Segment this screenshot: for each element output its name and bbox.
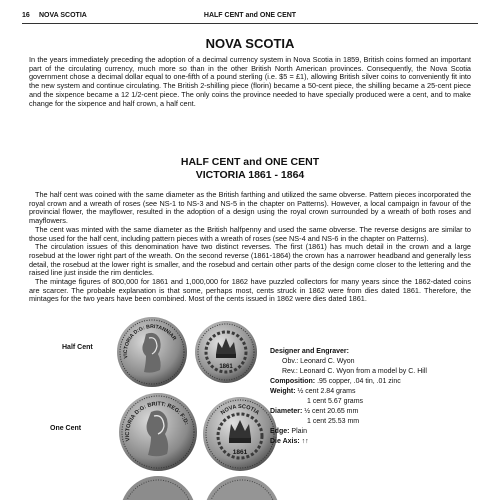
half-cent-label: Half Cent [62,344,93,351]
edge-label: Edge: [270,428,290,435]
diameter-label: Diameter: [270,408,303,415]
one-obverse-legend: VICTORIA D:G: BRITT: REG: F:D: [124,401,190,442]
weight-half-value: ½ cent 2.84 grams [297,388,356,395]
header-rule [22,23,478,24]
diameter-one-value: 1 cent 25.53 mm [307,418,360,425]
next-coins-partial-image [110,474,290,500]
section-body [29,191,471,304]
one-cent-reverse-image [202,396,278,472]
running-header [22,12,478,22]
designer-label: Designer and Engraver: [270,348,349,355]
intro-paragraph: In the years immediately preceding the adoption of a decimal currency system in Nova Scotia in 1859, British coins formed an important part of the circulating currency, much more so than in the other British North American provinces. Consequently, the Nova Scotia government chose a decimal dollar equal to one-fifth of a pound sterling (i.e. $5 = £1), allowing British silver coins to conveniently fit into the new system and continue circulating. The British 2-shilling piece (florin) became a 50-cent piece, the shilling became a 25-cent piece and the sixpence became a 12 1/2-cent piece. The only coins the province needed to have specially produced were a cent, and to make change for the sixpence and half crown, a half cent. [29,55,471,108]
section-subheading: VICTORIA 1861 - 1864 [195,169,305,181]
diameter-half-value: ½ cent 20.65 mm [304,408,359,415]
half-obverse-legend: VICTORIA D:G: BRITANNIAR [122,323,178,359]
obverse-designer: Obv.: Leonard C. Wyon [282,358,355,365]
page-number: 16 [22,12,30,19]
half-reverse-year: 1861 [219,364,233,370]
section-heading: HALF CENT and ONE CENT [180,156,320,168]
one-cent-label: One Cent [50,425,82,432]
paragraph-cent: The cent was minted with the same diameter as the British halfpenny and used the same obverse. The reverse designs are similar to those used for the half cent, including pattern pieces with a wreath of roses (see NS-4 and NS-6 in the chapter on Patterns). [29,224,471,243]
half-cent-reverse-image [194,320,258,384]
header-section: NOVA SCOTIA [39,12,87,19]
paragraph-mintage: The mintage figures of 800,000 for 1861 and 1,000,000 for 1862 have puzzled collectors for many years since the 1862-dated coins are scarcer. The probable explanation is that some, perhaps most, cents struck in 1862 were from dies dated 1861. Therefore, the mintages for the two years have been combined. Most of the cents issued in 1862 were dies dated 1861. [29,277,471,304]
die-axis-label: Die Axis: [270,438,300,445]
weight-label: Weight: [270,388,296,395]
one-cent-obverse-image [118,392,198,472]
half-cent-obverse-image [116,316,188,388]
page-title: NOVA SCOTIA [205,36,295,51]
one-reverse-year: 1861 [232,449,248,456]
composition-label: Composition: [270,378,316,385]
composition-value: .95 copper, .04 tin, .01 zinc [317,378,401,385]
die-axis-value: ↑↑ [301,438,309,445]
paragraph-half-cent: The half cent was coined with the same diameter as the British farthing and utilized the same obverse. Pattern pieces incorporated the royal crown and a wreath of roses (see NS-1 to NS-3 and NS-5 in the chapter on Patterns). However, a local campaign in favour of the provincial flower, the mayflower, resulted in the adoption of a design using the royal crown surrounded by a wreath of both roses and mayflowers. [29,190,471,226]
reverse-designer: Rev.: Leonard C. Wyon from a model by C. Hill [282,368,427,375]
header-center-title: HALF CENT and ONE CENT [203,12,297,19]
edge-value: Plain [291,428,307,435]
one-reverse-legend: NOVA SCOTIA [219,403,261,417]
weight-one-value: 1 cent 5.67 grams [307,398,364,405]
paragraph-reverses: The circulation issues of this denomination have two distinct reverses. The first (1861) has much detail in the crown and a large rosebud at the lower right part of the wreath. On the second reverse (1861-1864) the crown has a narrower headband and generally less detail, the rosebud at the lower right is smaller, and the rosebud and certain other parts of the design come closer to the lettering and the raised line just inside the rim denticles. [29,242,471,278]
coin-specifications [270,347,480,447]
